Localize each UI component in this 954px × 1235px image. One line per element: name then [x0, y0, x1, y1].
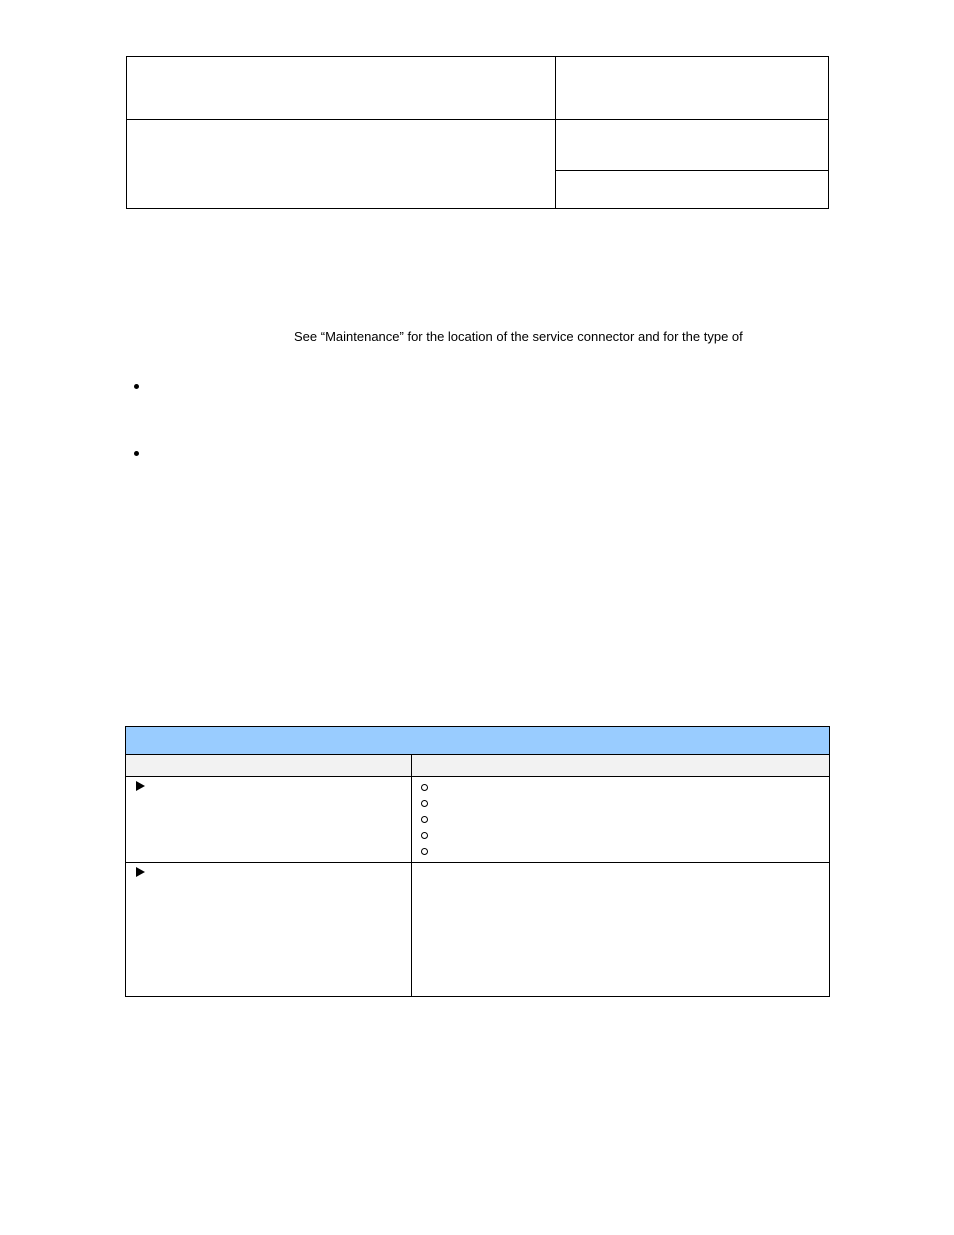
bottom-table-column-divider: [411, 754, 412, 997]
header-bottom-line: [125, 754, 830, 755]
subheader-bottom-line: [125, 776, 830, 777]
bottom-table-border-bottom: [125, 996, 830, 997]
row-1-bottom-line: [125, 862, 830, 863]
hollow-circle-icon: [421, 832, 428, 839]
bottom-table-border-top: [125, 726, 830, 727]
hollow-circle-icon: [421, 816, 428, 823]
triangle-right-icon: [136, 781, 145, 791]
table-subheader-band: [126, 754, 829, 776]
triangle-right-icon: [136, 867, 145, 877]
table-header-band: [126, 727, 829, 754]
top-table-border-left: [126, 56, 127, 209]
top-table-border-top: [126, 56, 829, 57]
top-table-row-divider: [126, 119, 829, 120]
filled-dot-icon: [134, 384, 139, 389]
top-table-border-bottom: [126, 208, 829, 209]
hollow-circle-icon: [421, 800, 428, 807]
reference-line: See “Maintenance” for the location of the service connector and for the type of: [294, 329, 743, 344]
hollow-circle-icon: [421, 784, 428, 791]
top-table-column-divider: [555, 56, 556, 209]
filled-dot-icon: [134, 451, 139, 456]
top-table-right-cell-divider: [555, 170, 829, 171]
top-table-border-right: [828, 56, 829, 209]
hollow-circle-icon: [421, 848, 428, 855]
